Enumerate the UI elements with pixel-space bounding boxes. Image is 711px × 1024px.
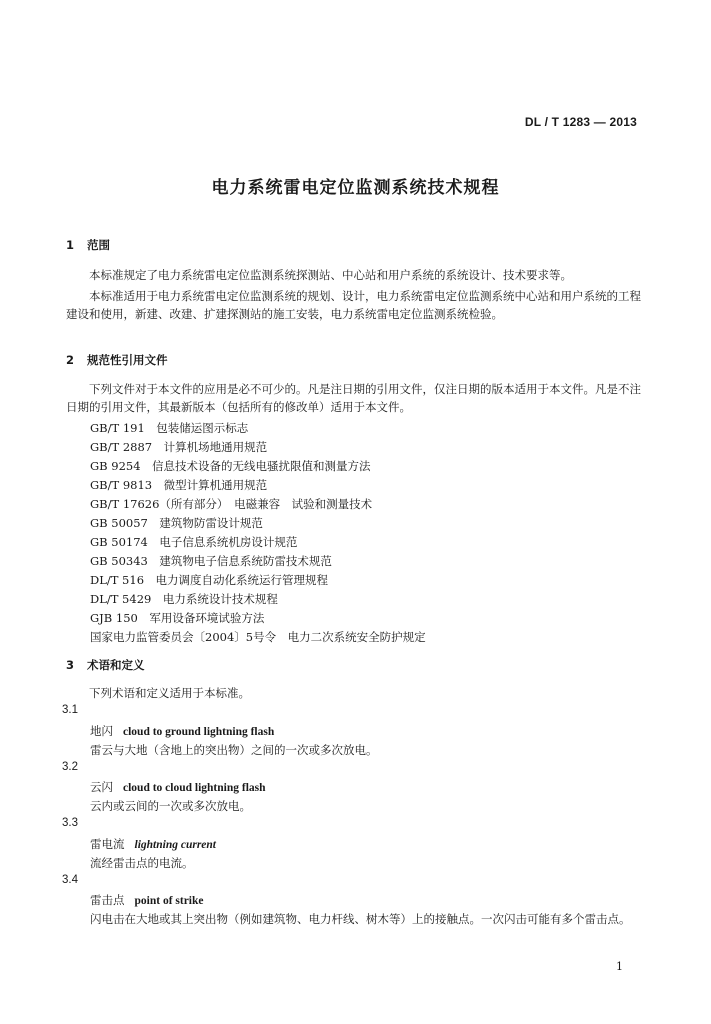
standard-code: DL / T 1283 — 2013 — [524, 115, 637, 129]
reference-item: 国家电力监管委员会〔2004〕5号令 电力二次系统安全防护规定 — [90, 630, 426, 644]
page-number: 1 — [616, 960, 623, 973]
term-heading — [90, 892, 204, 909]
term-zh: 云闪 — [90, 780, 113, 794]
term-definition: 流经雷击点的电流。 — [90, 856, 194, 870]
term-zh: 地闪 — [90, 724, 113, 738]
term-number: 3.4 — [62, 874, 78, 886]
term-definition: 云内或云间的一次或多次放电。 — [90, 799, 251, 813]
section-2-paragraph: 下列文件对于本文件的应用是必不可少的。凡是注日期的引用文件，仅注日期的版本适用于本文件。凡是不注日期的引用文件，其最新版本（包括所有的修改单）适用于本文件。 — [66, 382, 641, 414]
term-number: 3.1 — [62, 704, 78, 716]
reference-item: GB 9254 信息技术设备的无线电骚扰限值和测量方法 — [90, 459, 371, 473]
term-en: cloud to ground lightning flash — [123, 726, 275, 738]
section-3-intro: 下列术语和定义适用于本标准。 — [89, 686, 250, 700]
section-number: 3 — [66, 658, 75, 672]
reference-item: DL/T 5429 电力系统设计技术规程 — [90, 592, 278, 606]
section-1-heading — [66, 237, 110, 253]
document-title: 电力系统雷电定位监测系统技术规程 — [211, 178, 500, 198]
term-number: 3.3 — [62, 817, 78, 829]
term-zh: 雷电流 — [90, 837, 125, 851]
section-number: 1 — [66, 238, 75, 252]
section-1-paragraph-1: 本标准规定了电力系统雷电定位监测系统探测站、中心站和用户系统的系统设计、技术要求等。 — [89, 268, 572, 282]
term-en: lightning current — [134, 839, 216, 851]
reference-item: GB 50057 建筑物防雷设计规范 — [90, 516, 263, 530]
term-definition: 雷云与大地（含地上的突出物）之间的一次或多次放电。 — [90, 743, 378, 757]
term-en: point of strike — [134, 895, 204, 907]
section-3-heading — [66, 657, 145, 673]
section-number: 2 — [66, 353, 75, 367]
reference-item: GB/T 9813 微型计算机通用规范 — [90, 478, 268, 492]
reference-item: GB 50343 建筑物电子信息系统防雷技术规范 — [90, 554, 332, 568]
reference-item: GB/T 191 包装储运图示标志 — [90, 421, 249, 435]
term-number: 3.2 — [62, 761, 78, 773]
term-zh: 雷击点 — [90, 893, 125, 907]
term-definition: 闪电击在大地或其上突出物（例如建筑物、电力杆线、树木等）上的接触点。一次闪击可能有多个雷击点。 — [90, 912, 631, 926]
reference-item: DL/T 516 电力调度自动化系统运行管理规程 — [90, 573, 329, 587]
term-en: cloud to cloud lightning flash — [123, 782, 266, 794]
section-2-heading — [66, 352, 168, 368]
reference-item: GB/T 2887 计算机场地通用规范 — [90, 440, 268, 454]
term-heading — [90, 723, 274, 740]
section-title: 术语和定义 — [87, 658, 145, 672]
term-heading — [90, 836, 216, 853]
reference-item: GB 50174 电子信息系统机房设计规范 — [90, 535, 298, 549]
reference-item: GJB 150 军用设备环境试验方法 — [90, 611, 265, 625]
section-1-paragraph-2: 本标准适用于电力系统雷电定位监测系统的规划、设计，电力系统雷电定位监测系统中心站和用户系统的工程建设和使用，新建、改建、扩建探测站的施工安装，电力系统雷电定位监测系统检验。 — [66, 289, 641, 321]
term-heading — [90, 779, 266, 796]
section-title: 规范性引用文件 — [87, 353, 168, 367]
section-title: 范围 — [87, 238, 110, 252]
reference-item: GB/T 17626（所有部分） 电磁兼容 试验和测量技术 — [90, 497, 373, 511]
